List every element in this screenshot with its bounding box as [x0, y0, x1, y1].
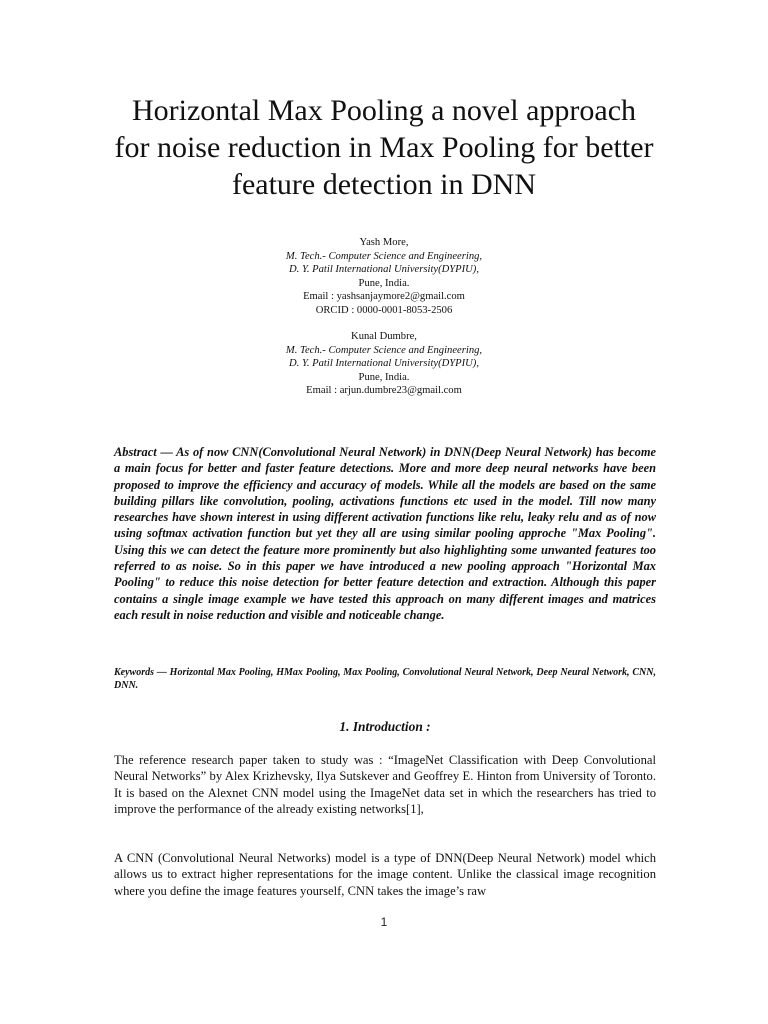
author-block-yash-more — [184, 236, 584, 318]
author-affiliation: D. Y. Patil International University(DYPIU), — [289, 264, 479, 276]
author-name: Yash More, — [359, 237, 409, 248]
author-degree: M. Tech.- Computer Science and Engineering, — [285, 344, 483, 356]
body-paragraph: The reference research paper taken to study was : “ImageNet Classification with Deep Convolutional Neural Networks” by Alex Krizhevsky, Ilya Sutskever and Geoffrey E. Hinton from University of Toronto. It is based on the Alexnet CNN model using the ImageNet data set in which the researchers has tried to improve the performance of the already existing networks[1], — [114, 753, 656, 816]
body-paragraph: A CNN (Convolutional Neural Networks) model is a type of DNN(Deep Neural Network) model which allows us to extract higher representations for the image content. Unlike the classical image recognition where you define the image features yourself, CNN takes the image’s raw — [114, 851, 656, 898]
page-number: 1 — [380, 915, 388, 929]
abstract: Abstract — As of now CNN(Convolutional Neural Network) in DNN(Deep Neural Network) has become a main focus for better and faster feature detections. More and more deep neural networks have been proposed to improve the efficiency and accuracy of models. While all the models are based on the same building pillars like convolution, pooling, activations functions etc used in the model. Till now many researches have shown interest in using different activation functions like relu, leaky relu and as of now using softmax activation function but yet they all are using similar pooling approche "Max Pooling". Using this we can detect the feature more prominently but also highlighting some unwanted features too referred to as noise. So in this paper we have introduced a new pooling approach "Horizontal Max Pooling" to reduce this noise detection for better feature detection and extraction. Although this paper contains a single image example we have tested this approach on many different images and matrices each result in noise reduction and visible and noticeable change. — [114, 445, 656, 622]
author-email: Email : yashsanjaymore2@gmail.com — [303, 291, 465, 303]
author-affiliation: D. Y. Patil International University(DYPIU), — [289, 358, 479, 370]
title-line: feature detection in DNN — [231, 168, 537, 201]
author-name: Kunal Dumbre, — [351, 331, 417, 342]
title-line: for noise reduction in Max Pooling for better — [114, 131, 654, 164]
keywords: Keywords — Horizontal Max Pooling, HMax Pooling, Max Pooling, Convolutional Neural Network, Deep Neural Network, CNN, DNN. — [114, 667, 656, 692]
author-email: Email : arjun.dumbre23@gmail.com — [306, 385, 462, 397]
author-orcid: ORCID : 0000-0001-8053-2506 — [315, 304, 453, 316]
paper-title — [80, 92, 688, 203]
author-block-kunal-dumbre — [184, 330, 584, 398]
author-location: Pune, India. — [358, 371, 410, 383]
author-location: Pune, India. — [358, 277, 410, 289]
title-line: Horizontal Max Pooling a novel approach — [131, 94, 637, 127]
author-degree: M. Tech.- Computer Science and Engineering, — [285, 250, 483, 262]
section-heading-introduction: 1. Introduction : — [339, 719, 431, 734]
